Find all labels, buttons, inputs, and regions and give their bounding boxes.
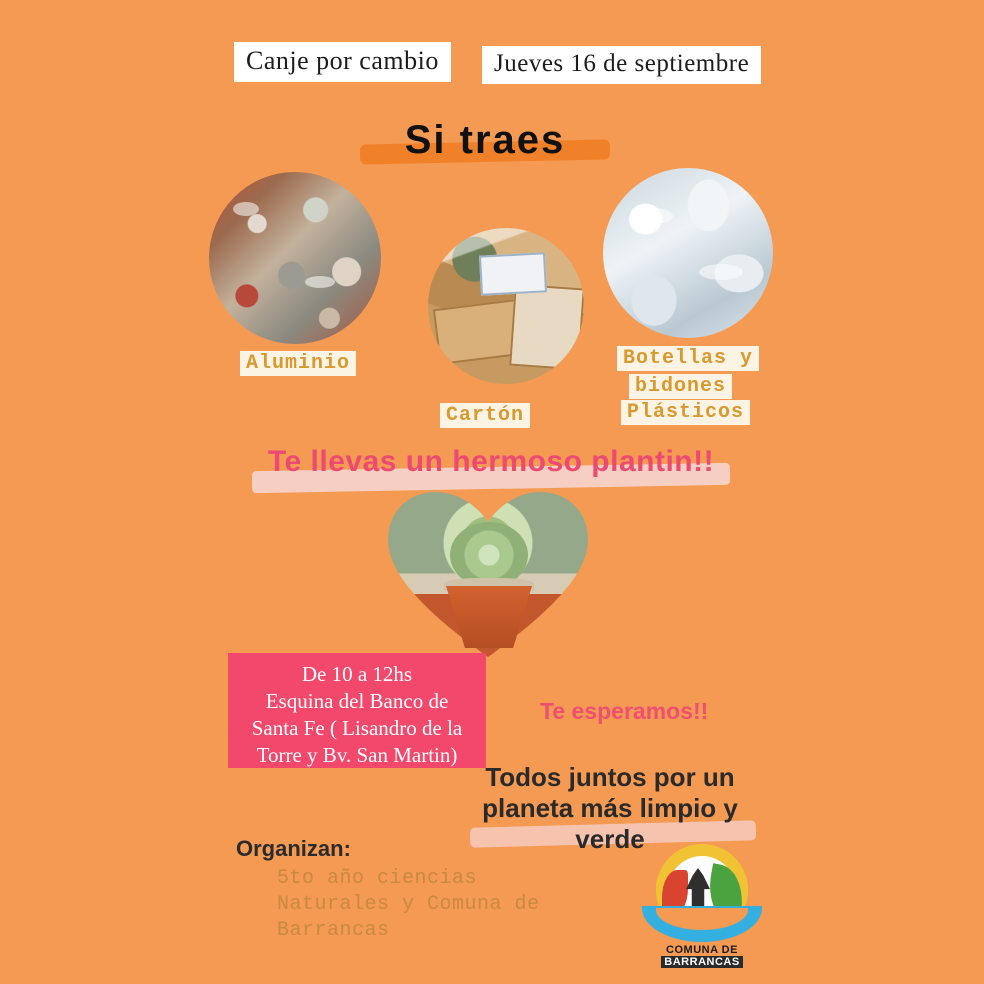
- slogan-line1: Todos juntos por un: [485, 762, 735, 792]
- event-details-box: [228, 653, 486, 768]
- event-location-line2: Santa Fe ( Lisandro de la: [251, 716, 463, 740]
- plastic-bottles-photo: [603, 168, 773, 338]
- hand-icon: [642, 906, 762, 942]
- si-traes-heading-text: Si traes: [404, 118, 566, 162]
- event-location-line3: Torre y Bv. San Martin): [256, 743, 458, 767]
- caption-botellas-line2: bidones: [629, 374, 732, 399]
- te-esperamos-text: Te esperamos!!: [540, 698, 709, 724]
- slogan-text: [460, 762, 760, 855]
- organizers-line2: Naturales y Comuna de: [277, 893, 540, 916]
- caption-aluminio: Aluminio: [240, 351, 356, 376]
- cardboard-box-shape: [479, 252, 547, 295]
- logo-caption: [634, 944, 770, 968]
- slogan-line2: planeta más limpio y: [482, 793, 738, 823]
- caption-botellas-line1: Botellas y: [617, 346, 759, 371]
- logo-caption-prefix: COMUNA DE: [666, 944, 738, 956]
- poster-date-chip: Jueves 16 de septiembre: [482, 46, 761, 84]
- cardboard-boxes-photo: [428, 228, 584, 384]
- event-location-line1: Esquina del Banco de: [265, 689, 449, 713]
- poster-title-chip: Canje por cambio: [234, 42, 451, 82]
- si-traes-heading: [350, 118, 620, 178]
- organizers-label: Organizan:: [236, 836, 351, 861]
- reward-headline-text: Te llevas un hermoso plantin!!: [267, 445, 715, 478]
- aluminum-cans-photo: [209, 172, 381, 344]
- heart-shaped-succulent-photo: [388, 492, 588, 662]
- caption-botellas-line3: Plásticos: [621, 400, 750, 425]
- terracotta-pot: [446, 586, 532, 648]
- cardboard-box-shape: [509, 284, 584, 371]
- organizers-line1: 5to año ciencias: [277, 867, 478, 890]
- caption-carton: Cartón: [440, 403, 530, 428]
- organizers-line3: Barrancas: [277, 919, 390, 942]
- organizers-body: [277, 866, 587, 944]
- slogan-line3: verde: [575, 824, 645, 854]
- comuna-de-barrancas-logo: [622, 844, 782, 968]
- logo-caption-highlight: BARRANCAS: [661, 956, 742, 968]
- event-time: De 10 a 12hs: [301, 662, 413, 686]
- reward-headline: [246, 443, 736, 499]
